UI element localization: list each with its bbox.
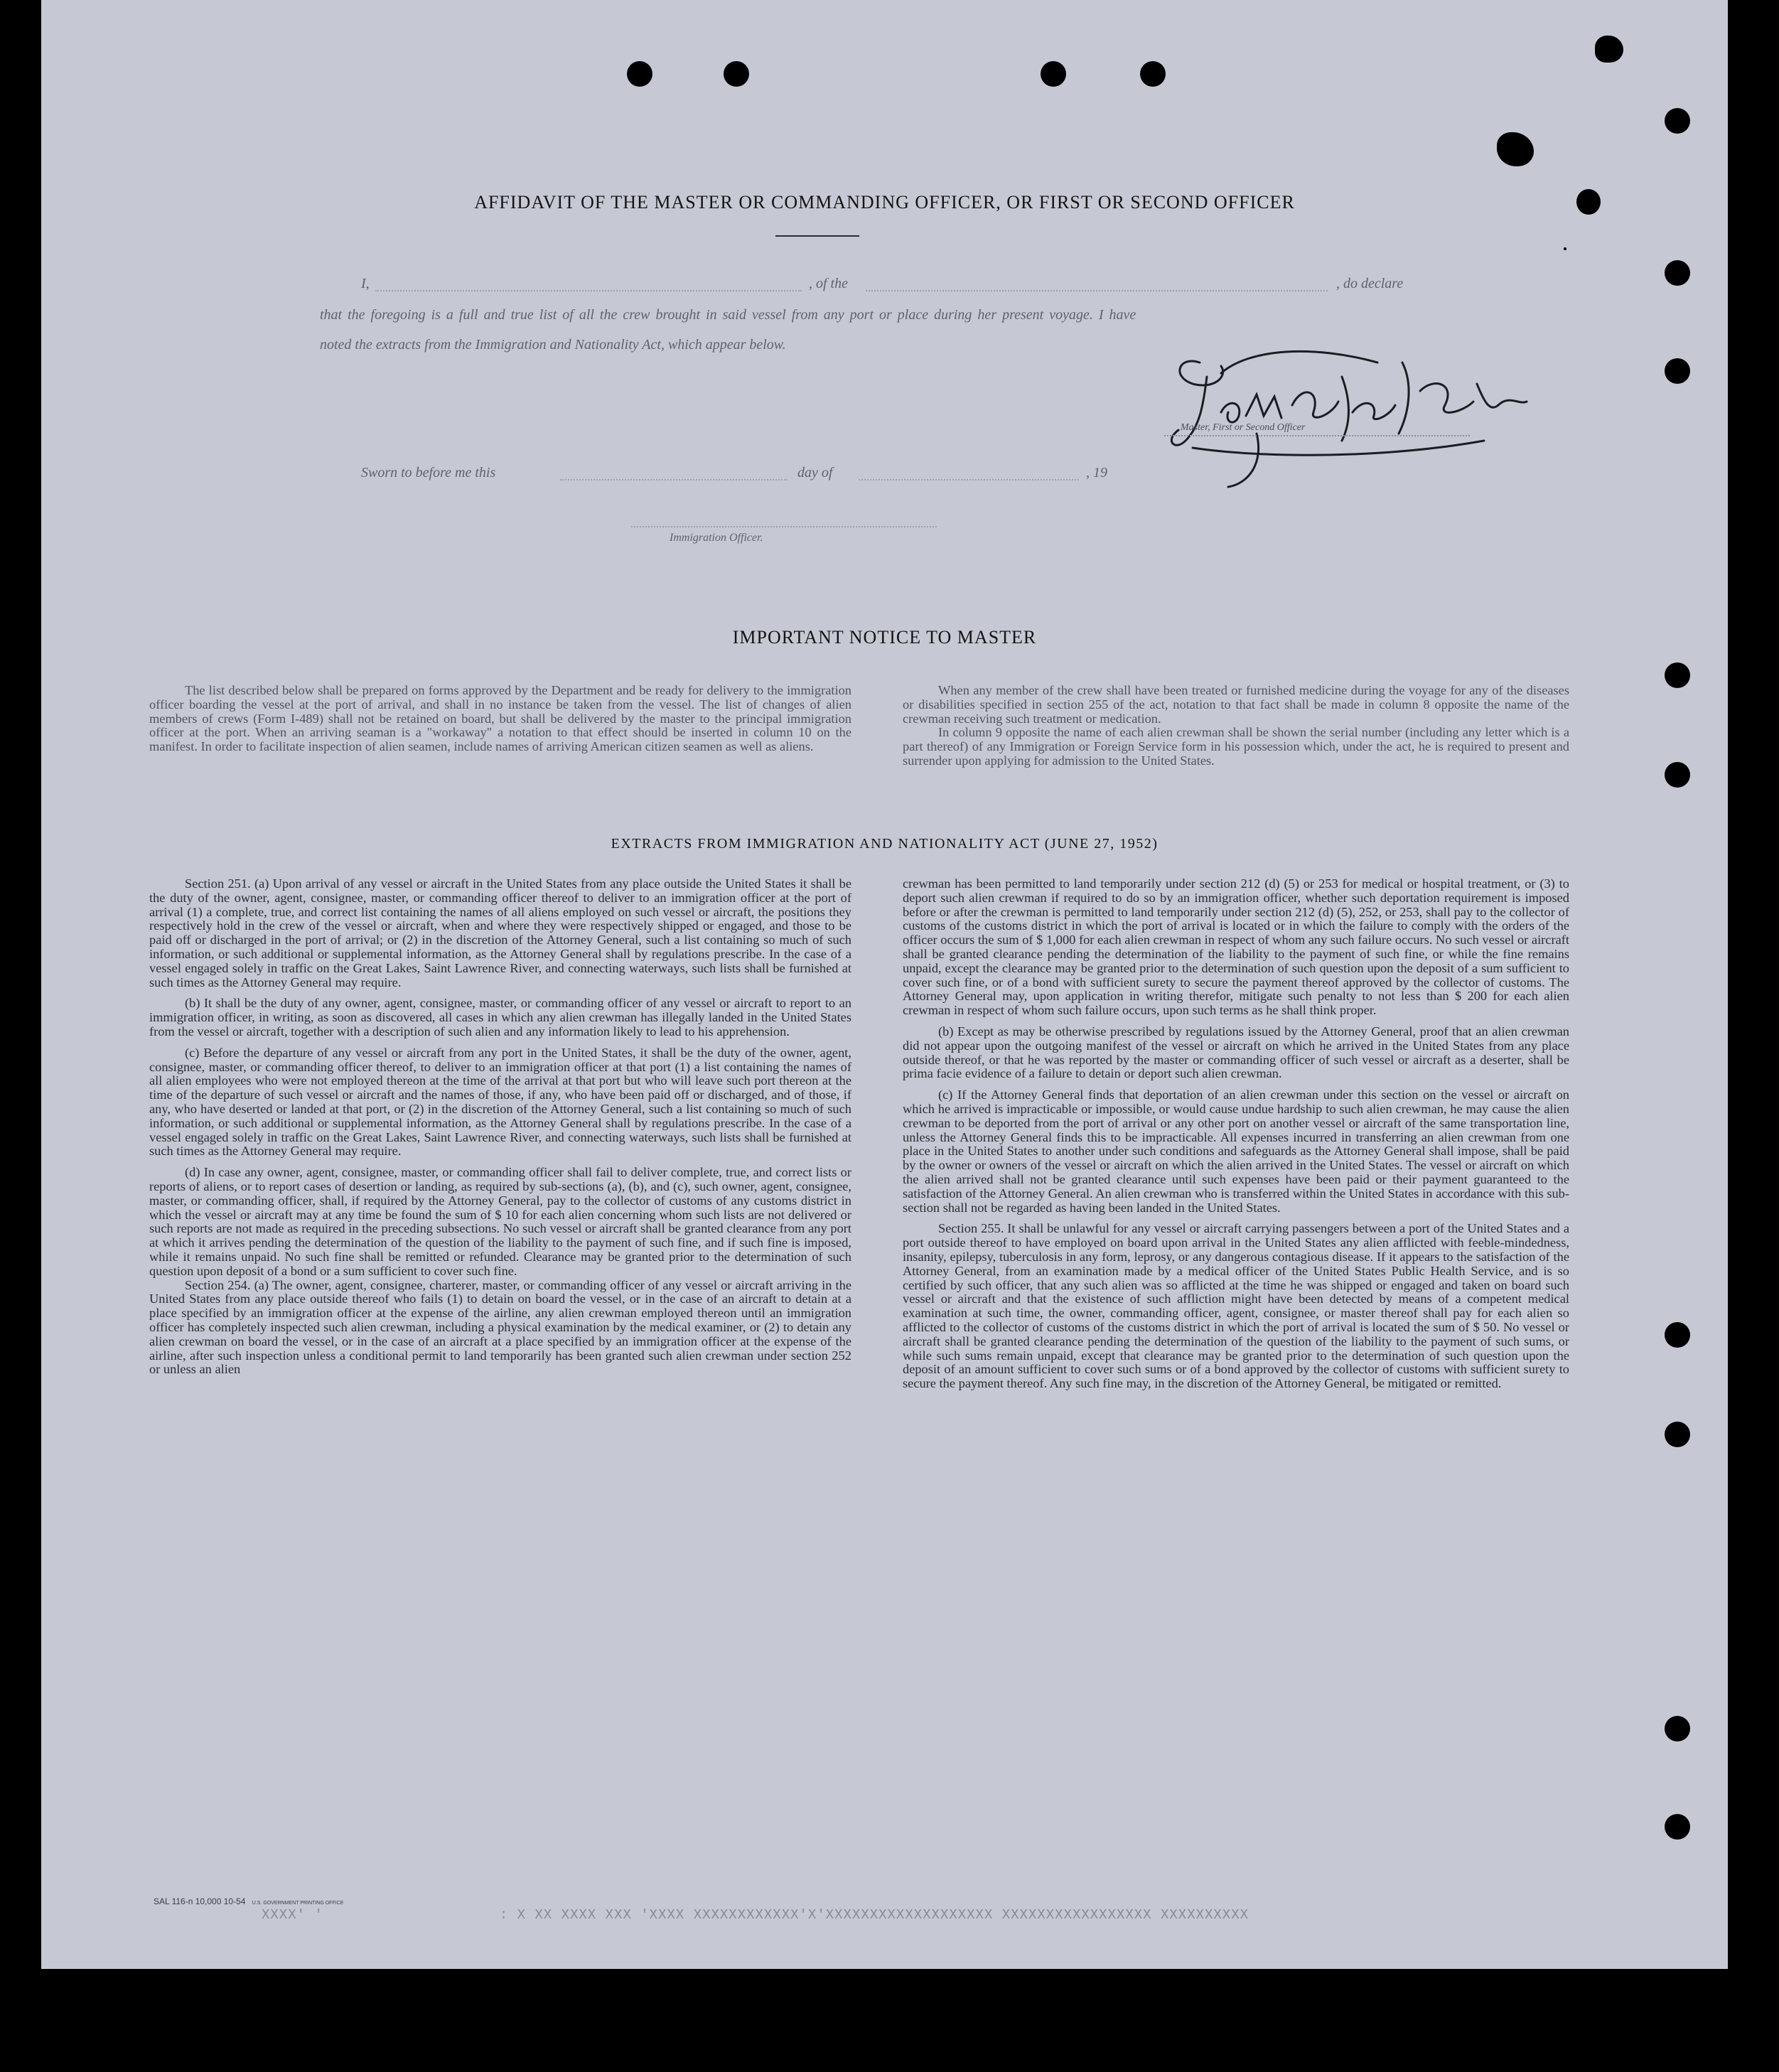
ink-speck <box>1564 247 1566 250</box>
ink-blot <box>1497 132 1534 166</box>
bleed-through-marks: XXXX' ' : X XX XXXX XXX 'XXXX XXXXXXXXXXXX'X'XXXXXXXXXXXXXXXXXXX XXXXXXXXXXXXXXXXX XXXXXXXXXX <box>262 1907 1249 1923</box>
immigration-officer-signature-line <box>631 526 937 527</box>
punch-hole <box>724 61 749 87</box>
punch-hole <box>1665 358 1690 384</box>
punch-hole <box>1665 1814 1690 1840</box>
affidavit-line-2: that the foregoing is a full and true list of all the crew brought in said vessel from any port or place during her present voyage. I have <box>320 307 1136 323</box>
notice-right-paragraph-2: In column 9 opposite the name of each alien crewman shall be shown the serial number (including any letter which is a part thereof) of any Immigration or Foreign Service form in his possession which, under the act, he is required to present and surrender upon applying for admission to the United States. <box>903 725 1569 768</box>
punch-hole <box>1665 260 1690 286</box>
immigration-officer-label: Immigration Officer. <box>670 532 763 544</box>
of-the-label: , of the <box>809 276 848 291</box>
section-251-b: (b) It shall be the duty of any owner, agent, consignee, master, or commanding officer of any vessel or aircraft to report to an immigration officer, in writing, as soon as discovered, all cases in which any alien crewman has illegally landed in the United States from the vessel or aircraft, together with a description of such alien and any information likely to lead to his apprehension. <box>149 996 851 1038</box>
affidavit-i-label: I, <box>361 276 370 291</box>
notice-right-column <box>903 684 1569 768</box>
punch-hole <box>1665 1322 1690 1348</box>
signature-line <box>1164 435 1470 436</box>
punch-hole <box>1665 108 1690 134</box>
affidavit-title: AFFIDAVIT OF THE MASTER OR COMMANDING OFFICER, OR FIRST OR SECOND OFFICER <box>474 192 1295 213</box>
punch-hole <box>1665 662 1690 688</box>
printer-text: U.S. GOVERNMENT PRINTING OFFICE <box>252 1901 344 1906</box>
section-251-d: (d) In case any owner, agent, consignee, master, or commanding officer shall fail to deliver complete, true, and correct lists or reports of aliens, or to report cases of desertion or landing, as required by sub-sections (a), (b), and (c), such owner, agent, consignee, master, or commanding officer, shall, if required by the Attorney General, pay to the collector of customs of any customs district in which the vessel or aircraft may at any time be found the sum of $ 10 for each alien concerning whom such lists are not delivered or such reports are not made as required in the preceding subsections. No such vessel or aircraft shall be granted clearance from any port at which it arrives pending the determination of the question of the liability to the payment of such fine, and if such fine is imposed, while it remains unpaid. No such fine shall be remitted or refunded. Clearance may be granted prior to the determination of such question upon deposit of a bond or a sum sufficient to cover such fine. <box>149 1165 851 1278</box>
extracts-right-column <box>903 877 1569 1391</box>
section-254-a-continued: crewman has been permitted to land temporarily under section 212 (d) (5) or 253 for medical or hospital treatment, or (3) to deport such alien crewman if required to do so by an immigration officer, whether such deportation requirement is imposed before or after the crewman is permitted to land temporarily under section 212 (d) (5), 252, or 253, shall pay to the collector of customs of the customs district in which the port of arrival is located or in which the failure to comply with the orders of the officer occurs the sum of $ 1,000 for each alien crewman in respect of whom any such failure occurs. No such vessel or aircraft shall be granted clearance pending the determination of the liability to the payment of such fine, or while the fine remains unpaid, except the clearance may be granted prior to the determination of such question upon the deposit of a sum sufficient to cover such fine, or of a bond with sufficient surety to secure the payment thereof approved by the collector of customs. The Attorney General may, upon application in writing therefor, mitigate such penalty to not less than $ 200 for each alien crewman in respect of whom such failure occurs, upon such terms as he shall think proper. <box>903 876 1569 1018</box>
vessel-name-field <box>866 290 1328 291</box>
punch-hole <box>1665 762 1690 788</box>
punch-hole <box>627 61 652 87</box>
punch-hole <box>1665 1716 1690 1741</box>
section-254-c: (c) If the Attorney General finds that deportation of an alien crewman under this section on the vessel or aircraft on which he arrived is impracticable or impossible, or would cause undue hardship to such alien crewman, he may cause the alien crewman to be deported from the port of arrival or any other port on another vessel or aircraft of the same transportation line, unless the Attorney General finds this to be impracticable. All expenses incurred in transferring an alien crewman from one place in the United States to another under such conditions and safeguards as the Attorney General shall impose, shall be paid by the owner or owners of the vessel or aircraft on which the alien arrived in the United States. The vessel or aircraft on which the alien arrived shall not be granted clearance until such expenses have been paid or their payment guaranteed to the satisfaction of the Attorney General. An alien crewman who is transferred within the United States in accordance with this sub-section shall not be regarded as having been landed in the United States. <box>903 1088 1569 1215</box>
notice-left-paragraph: The list described below shall be prepared on forms approved by the Department and be ready for delivery to the immigration officer boarding the vessel at the port of arrival, and shall in no instance be taken from the vessel. The list of changes of alien members of crews (Form I-489) shall not be retained on board, but shall be delivered by the master to the principal immigration officer at the port. When an arriving seaman is a "workaway" a notation to that effect should be inserted in column 10 on the manifest. In order to facilitate inspection of alien seamen, include names of arriving American citizen seamen as well as aliens. <box>149 683 851 754</box>
title-rule <box>775 235 859 237</box>
section-251-a: Section 251. (a) Upon arrival of any vessel or aircraft in the United States from any place outside the United States it shall be the duty of the owner, agent, consignee, master, or commanding officer thereof to deliver to an immigration officer at the port of arrival (1) a complete, true, and correct list containing the names of all aliens employed on such vessel or aircraft, the positions they respectively hold in the crew of the vessel or aircraft, when and where they were respectively shipped or engaged, and those to be paid off or discharged in the port of arrival; or (2) in the discretion of the Attorney General, such a list containing so much of such information, or such additional or supplemental information, as the Attorney General shall by regulations prescribe. In the case of a vessel engaged solely in traffic on the Great Lakes, Saint Lawrence River, and connecting waterways, such lists shall be furnished at such times as the Attorney General may require. <box>149 876 851 989</box>
scanned-page <box>41 0 1728 1969</box>
sworn-day-field <box>560 479 788 481</box>
extracts-title: EXTRACTS FROM IMMIGRATION AND NATIONALITY ACT (JUNE 27, 1952) <box>611 836 1159 852</box>
notice-title: IMPORTANT NOTICE TO MASTER <box>732 627 1037 648</box>
notice-left-column <box>149 684 851 754</box>
section-251-c: (c) Before the departure of any vessel or aircraft from any port in the United States, it shall be the duty of the owner, agent, consignee, master, or commanding officer thereof, to deliver to an immigration officer at that port (1) a list containing the names of all alien employees who were not employed thereon at the time of the arrival at that port but who will leave such port thereon at the time of the departure of such vessel or aircraft and the names of those, if any, who have been paid off or discharged, and of those, if any, who have deserted or landed at that port, or (2) in the discretion of the Attorney General, such a list containing so much of such information, or such additional or supplemental information, as the Attorney General shall by regulations prescribe. In the case of a vessel engaged solely in traffic on the Great Lakes, Saint Lawrence River, and connecting waterways, such lists shall be furnished at such times as the Attorney General may require. <box>149 1045 851 1159</box>
sworn-before-label: Sworn to before me this <box>361 465 496 481</box>
punch-hole <box>1041 61 1066 87</box>
punch-hole <box>1665 1422 1690 1447</box>
ink-blot <box>1595 36 1623 63</box>
section-254-a: Section 254. (a) The owner, agent, consignee, charterer, master, or commanding officer of any vessel or aircraft arriving in the United States from any place outside thereof who fails (1) to detain on board the vessel, or in the case of an aircraft to detain at a place specified by an immigration officer at the expense of the airline, any alien crewman employed thereon until an immigration officer has completely inspected such alien crewman, including a physical examination by the medical examiner, or (2) to detain any alien crewman on board the vessel, or in the case of an aircraft at a place specified by an immigration officer at the expense of the airline, after such inspection unless a conditional permit to land temporarily has been granted such alien crewman under section 252 or unless an alien <box>149 1277 851 1377</box>
sworn-line <box>318 465 1242 486</box>
year-label: , 19 <box>1086 465 1107 481</box>
form-number-text: SAL 116-n 10,000 10-54 <box>154 1896 246 1906</box>
day-of-label: day of <box>797 465 833 481</box>
section-254-b: (b) Except as may be otherwise prescribed by regulations issued by the Attorney General, proof that an alien crewman did not appear upon the outgoing manifest of the vessel or aircraft on which he arrived in the United States from any place outside thereof, or that he was reported by the master or commanding officer of such vessel or aircraft as a deserter, shall be prima facie evidence of a failure to detain or deport such alien crewman. <box>903 1024 1569 1081</box>
form-number <box>154 1896 343 1906</box>
affidavit-line-3: noted the extracts from the Immigration and Nationality Act, which appear below. <box>320 337 786 353</box>
extracts-left-column <box>149 877 851 1377</box>
section-255: Section 255. It shall be unlawful for any vessel or aircraft carrying passengers between a port of the United States and a port outside thereof to have employed on board upon arrival in the United States any alien afflicted with feeble-mindedness, insanity, epilepsy, tuberculosis in any form, leprosy, or any dangerous contagious disease. If it appears to the satisfaction of the Attorney General, from an examination made by a medical officer of the United States Public Health Service, and is so certified by such officer, that any such alien was so afflicted at the time he was shipped or engaged and taken on board such vessel or aircraft and that the existence of such affliction might have been detected by means of a competent medical examination at such time, the owner, commanding officer, agent, consignee, or master thereof shall pay for each alien so afflicted to the collector of customs of the customs district in which the port of arrival is located the sum of $ 50. No vessel or aircraft shall be granted clearance pending the determination of the question of the liability to the payment of such sums, or while such sums remain unpaid, except that clearance may be granted prior to the determination of such question upon the deposit of an amount sufficient to cover such sums or of a bond approved by the collector of customs with sufficient surety to secure the payment thereof. Any such fine may, in the discretion of the Attorney General, be mitigated or remitted. <box>903 1221 1569 1391</box>
master-name-field <box>375 290 802 291</box>
sworn-month-field <box>859 479 1079 481</box>
notice-right-paragraph-1: When any member of the crew shall have been treated or furnished medicine during the voyage for any of the diseases or disabilities specified in section 255 of the act, notation to that fact shall be made in column 8 opposite the name of the crewman receiving such treatment or medication. <box>903 683 1569 726</box>
punch-hole <box>1140 61 1166 87</box>
do-declare-label: , do declare <box>1336 276 1404 291</box>
signature-caption: Master, First or Second Officer <box>1181 422 1306 433</box>
affidavit-line-1 <box>318 276 1434 297</box>
